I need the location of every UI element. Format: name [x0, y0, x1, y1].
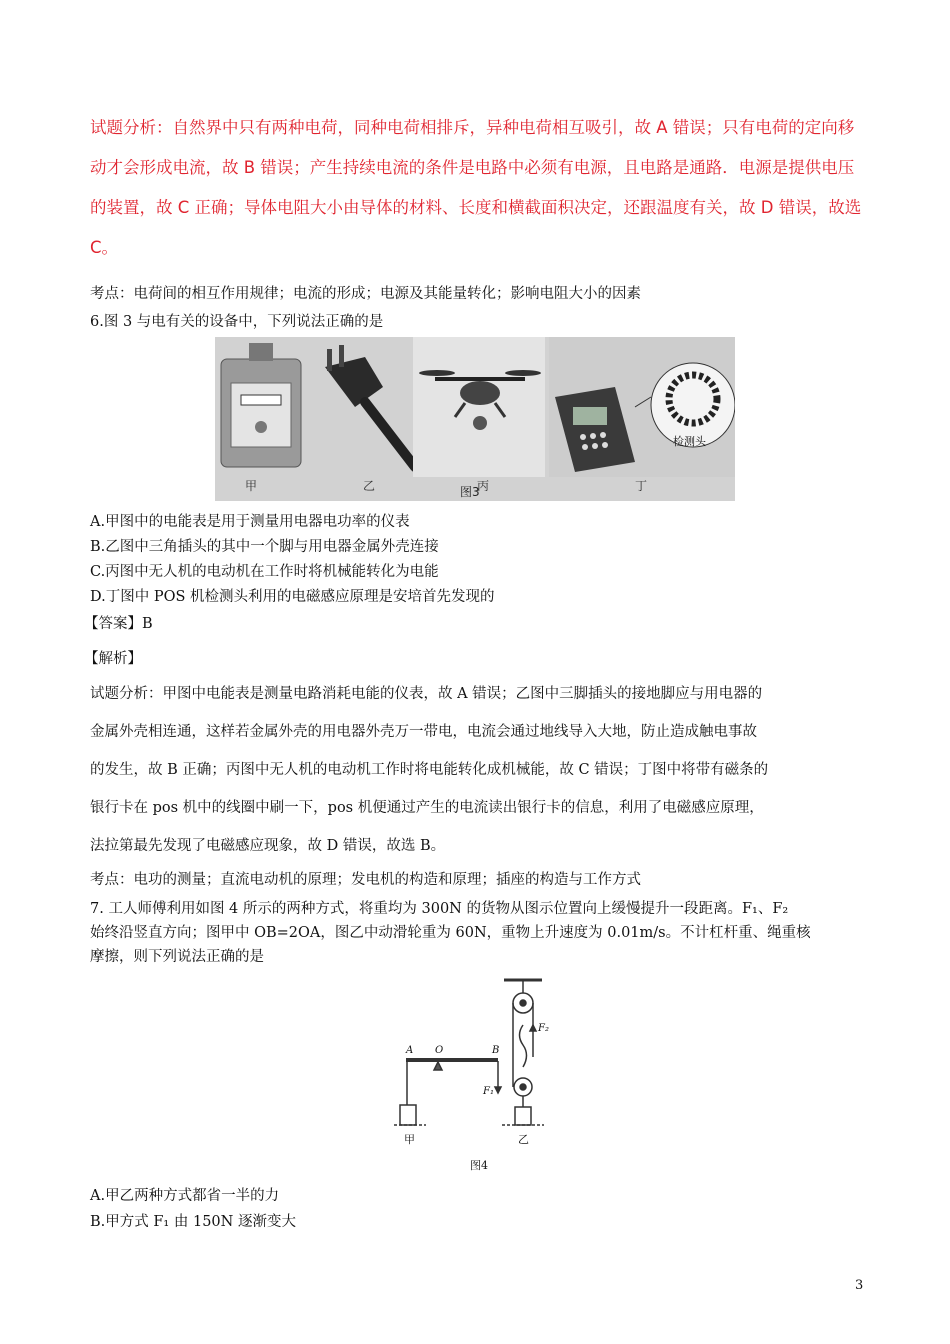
q5-analysis [90, 108, 880, 268]
q7-option-a: A.甲乙两种方式都省一半的力 [90, 1188, 280, 1204]
label-f1: F₁ [483, 1086, 494, 1097]
label-a: A [406, 1045, 414, 1056]
q6-analysis-line: 法拉第最先发现了电磁感应现象，故 D 错误，故选 B。 [90, 838, 446, 854]
figure-3-illustration [215, 337, 735, 501]
q6-option-a: A.甲图中的电能表是用于测量用电器电功率的仪表 [90, 514, 410, 530]
q5-analysis-line: 动才会形成电流，故 B 错误；产生持续电流的条件是电路中必须有电源，且电路是通路．电源是提供电压 [90, 158, 855, 177]
figure-3 [215, 337, 735, 501]
lever-pulley-diagram [392, 975, 564, 1175]
label-f2: F₂ [538, 1023, 549, 1034]
figure-4 [392, 975, 564, 1175]
q5-analysis-line: C。 [90, 238, 119, 257]
label-b: B [492, 1045, 500, 1056]
q6-analysis-line: 试题分析：甲图中电能表是测量电路消耗电能的仪表，故 A 错误；乙图中三脚插头的接地脚应与用电器的 [90, 686, 763, 702]
figure-3-title: 图3 [460, 485, 480, 499]
label-yi: 乙 [518, 1133, 529, 1146]
caption-bing: 丙 [477, 479, 490, 493]
caption-jia: 甲 [245, 479, 258, 493]
q6-analysis-line: 的发生，故 B 正确；丙图中无人机的电动机工作时将电能转化成机械能，故 C 错误；丁图中将带有磁条的 [90, 762, 769, 778]
q6-option-c: C.丙图中无人机的电动机在工作时将机械能转化为电能 [90, 564, 439, 580]
drone-icon [413, 337, 545, 477]
label-o: O [435, 1045, 444, 1056]
q6-analysis-header: 【解析】 [84, 651, 142, 667]
caption-ding: 丁 [635, 479, 648, 493]
q7-stem-line: 摩擦，则下列说法正确的是 [90, 949, 264, 965]
q6-option-b: B.乙图中三角插头的其中一个脚与用电器金属外壳连接 [90, 539, 439, 555]
pos-machine-icon [549, 337, 735, 477]
electric-meter-icon [221, 343, 301, 467]
q6-kaodian: 考点：电功的测量；直流电动机的原理；发电机的构造和原理；插座的构造与工作方式 [90, 872, 641, 888]
q6-option-d: D.丁图中 POS 机检测头利用的电磁感应原理是安培首先发现的 [90, 589, 495, 605]
q6-stem: 6.图 3 与电有关的设备中，下列说法正确的是 [90, 314, 384, 330]
q5-kaodian: 考点：电荷间的相互作用规律；电流的形成；电源及其能量转化；影响电阻大小的因素 [90, 286, 641, 302]
page-number: 3 [855, 1278, 864, 1293]
q7-stem-line: 7. 工人师傅利用如图 4 所示的两种方式，将重均为 300N 的货物从图示位置向上缓慢提升一段距离。F₁、F₂ [90, 901, 789, 917]
probe-label: 检测头 [673, 435, 706, 448]
q7-stem-line: 始终沿竖直方向；图甲中 OB=2OA，图乙中动滑轮重为 60N，重物上升速度为 0.01m/s。不计杠杆重、绳重核 [90, 925, 811, 941]
q6-analysis-line: 银行卡在 pos 机中的线圈中刷一下，pos 机便通过产生的电流读出银行卡的信息，利用了电磁感应原理， [90, 800, 764, 816]
q6-answer: 【答案】B [84, 616, 153, 632]
q5-analysis-line: 试题分析：自然界中只有两种电荷，同种电荷相排斥，异种电荷相互吸引，故 A 错误；只有电荷的定向移 [90, 118, 855, 137]
q7-option-b: B.甲方式 F₁ 由 150N 逐渐变大 [90, 1214, 296, 1230]
figure-4-title: 图4 [470, 1159, 488, 1172]
caption-yi: 乙 [363, 479, 376, 493]
q5-analysis-line: 的装置，故 C 正确；导体电阻大小由导体的材料、长度和横截面积决定，还跟温度有关，故 D 错误，故选 [90, 198, 862, 217]
label-jia: 甲 [404, 1133, 415, 1146]
q6-analysis-line: 金属外壳相连通，这样若金属外壳的用电器外壳万一带电，电流会通过地线导入大地，防止造成触电事故 [90, 724, 757, 740]
